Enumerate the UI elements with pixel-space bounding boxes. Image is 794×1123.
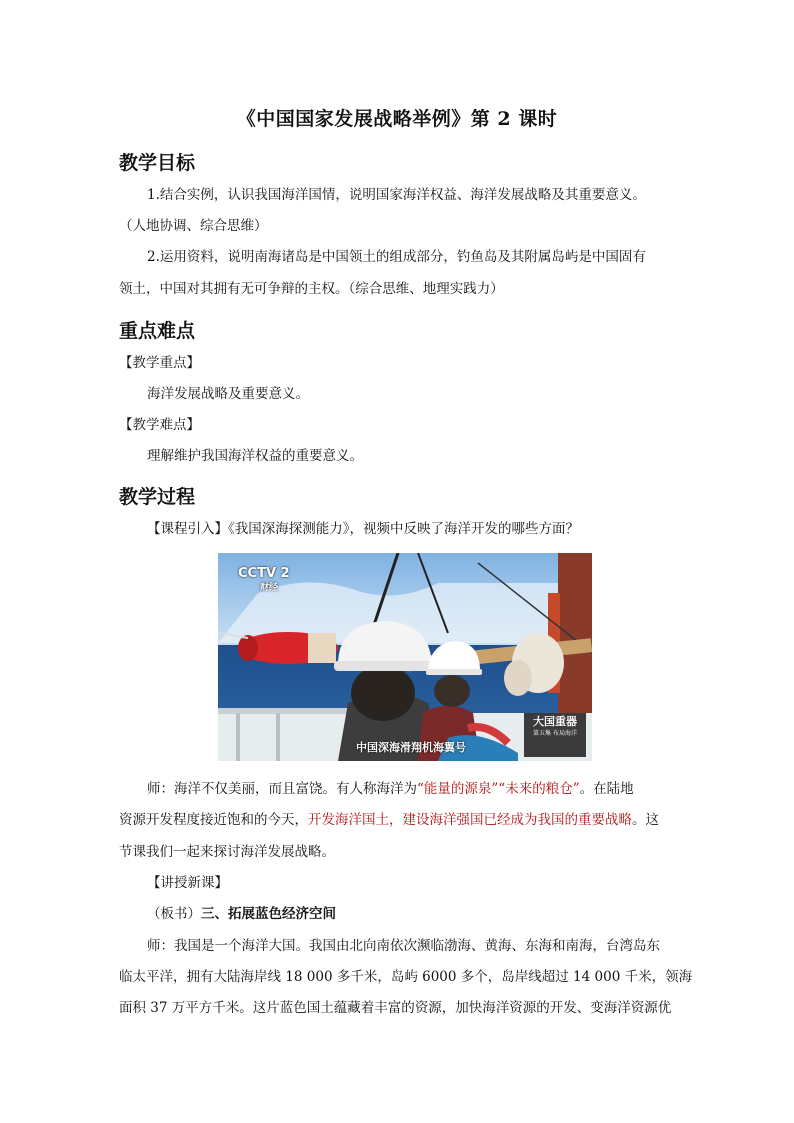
teacher-1-text-c: 资源开发程度接近饱和的今天， <box>119 812 308 828</box>
objective-2-line-2: 领土，中国对其拥有无可争辩的主权。（综合思维、地理实践力） <box>119 281 504 297</box>
teacher-1-text-b: 。在陆地 <box>579 781 634 797</box>
teacher-1-text-d: 。这 <box>632 812 659 828</box>
corner-logo-text: 大国重器 <box>533 715 577 728</box>
course-intro: 【课程引入】《我国深海探测能力》，视频中反映了海洋开发的哪些方面？ <box>147 521 579 537</box>
process-heading: 教学过程 <box>119 486 196 508</box>
teacher-para-1-line-2 <box>119 810 679 830</box>
teacher-1-highlight-b: 开发海洋国土，建设海洋强国已经成为我国的重要战略 <box>308 812 632 828</box>
video-caption: 中国深海滑翔机海翼号 <box>356 741 466 754</box>
video-screenshot <box>218 553 592 761</box>
objective-1-line-2: （人地协调、综合思维） <box>119 218 268 234</box>
objective-2-line-1: 2.运用资料，说明南海诸岛是中国领土的组成部分，钓鱼岛及其附属岛屿是中国固有 <box>147 249 646 265</box>
new-lesson-label: 【讲授新课】 <box>147 875 228 891</box>
channel-sub-text: 财经 <box>260 583 279 593</box>
board-prefix: （板书） <box>147 906 201 922</box>
teacher-para-2-line-1: 师：我国是一个海洋大国。我国由北向南依次濒临渤海、黄海、东海和南海，台湾岛东 <box>147 938 660 954</box>
teacher-para-1-line-1 <box>147 779 707 799</box>
teacher-para-2-line-2: 临太平洋，拥有大陆海岸线 18 000 多千米，岛屿 6000 多个，岛岸线超过 14 000 千米，领海 <box>119 969 693 985</box>
objective-1-line-1: 1.结合实例，认识我国海洋国情，说明国家海洋权益、海洋发展战略及其重要意义。 <box>147 187 646 203</box>
corner-logo <box>526 715 584 738</box>
teacher-1-text-a: 师：海洋不仅美丽，而且富饶。有人称海洋为 <box>147 781 417 797</box>
focus-label: 【教学重点】 <box>119 355 200 371</box>
channel-logo <box>238 567 290 595</box>
focus-text: 海洋发展战略及重要意义。 <box>147 386 309 402</box>
corner-sub-text: 第五集 布局海洋 <box>533 730 577 737</box>
difficulty-text: 理解维护我国海洋权益的重要意义。 <box>147 448 363 464</box>
teacher-para-1-line-3: 节课我们一起来探讨海洋发展战略。 <box>119 844 335 860</box>
objectives-heading: 教学目标 <box>119 152 196 174</box>
teacher-1-highlight-a: “能量的源泉”“未来的粮仓” <box>417 781 580 797</box>
board-title <box>147 904 707 924</box>
board-text: 三、拓展蓝色经济空间 <box>201 906 336 922</box>
channel-logo-text: CCTV 2 <box>238 566 290 581</box>
teacher-para-2-line-3: 面积 37 万平方千米。这片蓝色国土蕴藏着丰富的资源，加快海洋资源的开发、变海洋资源优 <box>119 1000 672 1016</box>
key-points-heading: 重点难点 <box>119 320 196 342</box>
difficulty-label: 【教学难点】 <box>119 417 200 433</box>
page-title: 《中国国家发展战略举例》第 2 课时 <box>236 108 558 130</box>
